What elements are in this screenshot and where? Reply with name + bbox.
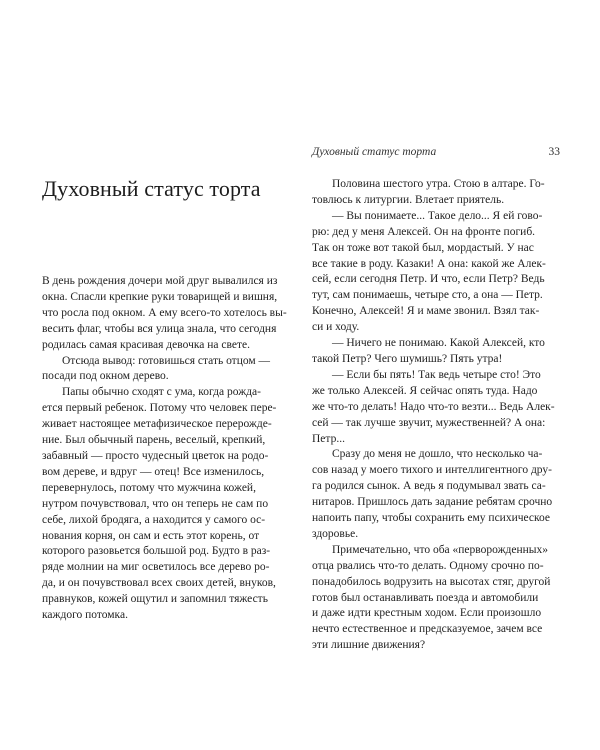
text-line: Папы обычно сходят с ума, когда рожда-: [62, 386, 261, 399]
text-line: Половина шестого утра. Стою в алтаре. Го-: [332, 178, 545, 190]
text-line: Сразу до меня не дошло, что несколько ча-: [332, 448, 543, 461]
text-line: ряде молнии на миг осветилось все дерево ро-: [42, 561, 270, 574]
text-line: В день рождения дочери мой друг вывалился из: [42, 275, 278, 287]
page-number: 33: [548, 146, 560, 158]
text-line: родилась самая красивая девочка на свете.: [42, 338, 250, 351]
text-line: Конечно, Алексей! Я и маме звонил. Взял так-: [312, 305, 540, 318]
text-line: нования корня, он сам и есть этот корень, от: [42, 529, 260, 542]
text-line: вом дереве, и вдруг — отец! Все изменилось,: [42, 465, 265, 478]
text-line: отца рвались что-то делать. Одному срочно по-: [312, 559, 544, 572]
left-page-text: [42, 274, 286, 624]
text-line: такой Петр? Чего шумишь? Пять утра!: [312, 352, 503, 365]
text-line: — Если бы пять! Так ведь четыре сто! Это: [332, 368, 541, 381]
text-line: Примечательно, что оба «перворожденных»: [332, 543, 549, 556]
text-line: правнуков, кожей ощутил и запомнил тяжесть: [42, 593, 268, 606]
text-line: посади под окном дерево.: [42, 370, 169, 383]
text-line: сей, если сегодня Петр. И что, если Петр? Ведь: [312, 273, 545, 286]
text-line: тут, сам понимаешь, четыре сто, а она — Петр.: [312, 289, 543, 302]
chapter-title: Духовный статус торта: [42, 176, 261, 201]
text-line: живает настоящее метафизическое перерожде-: [42, 418, 272, 431]
text-line: си и ходу.: [312, 321, 360, 334]
text-line: окна. Спасли крепкие руки товарищей и вишня,: [42, 290, 278, 303]
text-line: сов назад у моего тихого и интеллигентного дру-: [312, 464, 552, 477]
text-line: понадобилось водрузить на высотах стяг, другой: [312, 575, 551, 588]
running-head-title: Духовный статус торта: [312, 146, 437, 158]
text-line: — Ничего не понимаю. Какой Алексей, кто: [332, 337, 545, 350]
text-line: да, и он почувствовал всех своих детей, внуков,: [42, 577, 276, 590]
text-line: которого разовьется большой род. Будто в раз-: [42, 545, 271, 558]
text-line: Отсюда вывод: готовишься стать отцом —: [62, 354, 271, 367]
text-line: нечто естественное и предсказуемое, зачем все: [312, 623, 543, 636]
text-line: же что-то делать! Надо что-то везти... Ведь Алек-: [312, 400, 555, 413]
text-line: же только Алексей. Я сейчас опять туда. Надо: [312, 384, 538, 397]
text-line: что росла под окном. А ему всего-то хотелось вы-: [42, 306, 287, 319]
text-line: каждого потомка.: [42, 609, 128, 622]
text-line: весить флаг, чтобы вся улица знала, что сегодня: [42, 322, 277, 335]
text-line: сей — так лучше звучит, мужественней? А она:: [312, 416, 546, 429]
text-line: здоровье.: [312, 527, 359, 540]
text-line: — Вы понимаете... Такое дело... Я ей гово-: [332, 209, 543, 222]
right-page-text: [312, 177, 560, 654]
text-line: нутром почувствовал, что он теперь не сам по: [42, 497, 269, 510]
text-line: ется первый ребенок. Потому что человек пере-: [42, 402, 277, 415]
text-line: Петр...: [312, 432, 345, 445]
text-line: и даже идти крестным ходом. Если произошло: [312, 607, 542, 620]
text-line: забавный — просто чудесный цветок на родо-: [42, 449, 269, 462]
text-line: эти лишние движения?: [312, 639, 426, 652]
text-line: нитаров. Пришлось дать задание ребятам срочно: [312, 496, 553, 509]
text-line: напоить папу, чтобы сохранить ему психическое: [312, 512, 551, 525]
text-line: готов был останавливать поезда и автомобили: [312, 591, 539, 604]
text-line: все такие в роду. Казаки! А она: какой же Алек-: [312, 257, 546, 270]
text-line: товлюсь к литургии. Влетает приятель.: [312, 193, 505, 206]
text-line: перевернулось, потому что мужчина кожей,: [42, 481, 256, 494]
text-line: Так он тоже вот такой был, мордастый. У нас: [312, 241, 534, 254]
text-line: себе, лихой бродяга, а находится у самого ос-: [42, 513, 266, 526]
text-line: ние. Был обычный парень, веселый, крепкий,: [42, 434, 266, 447]
text-line: га родился сынок. А ведь я подумывал звать са-: [312, 480, 546, 493]
text-line: рю: дед у меня Алексей. Он на фронте погиб.: [312, 225, 536, 238]
